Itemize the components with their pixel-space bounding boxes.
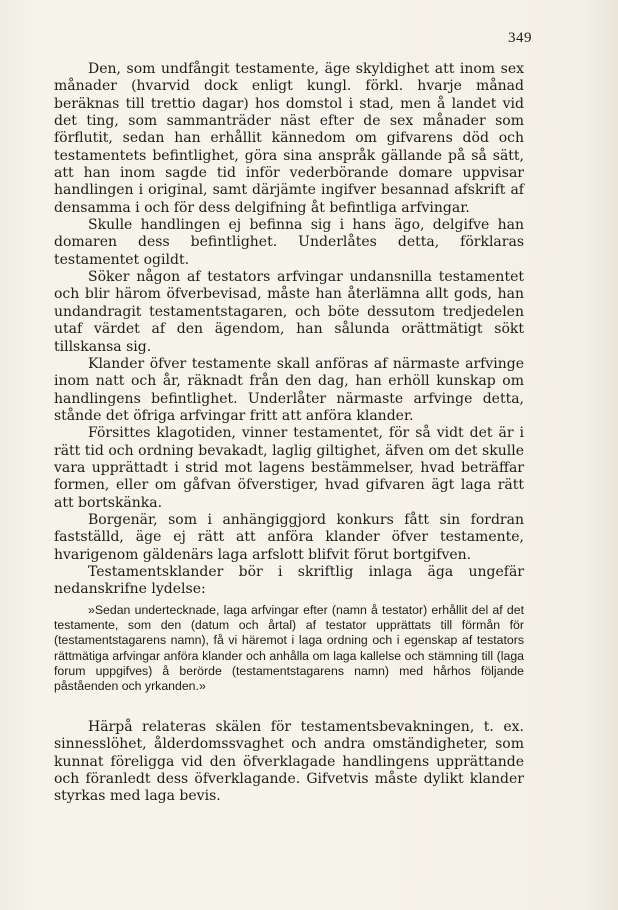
paragraph-not-in-possession: Skulle handlingen ej befinna sig i hans ägo, delgifve han domaren dess befintlighet. Underlåtes detta, förklaras testamentet ogildt. (54, 217, 524, 268)
closing-paragraph: Härpå relateras skälen för testamentsbevakningen, t. ex. sinnesslöhet, ålderdomssvaghet och andra omständigheter, som kunnat föreligga vid den öfverklagade handlingens upprättande och föranledt dess öfverklagande. Gifvetvis måste dylikt klander styrkas med laga bevis. (54, 719, 524, 805)
paragraph-concealment: Söker någon af testators arfvingar undansnilla testamentet och blir härom öfverbevisad, måste han återlämna allt gods, han undandragit testamentstagaren, och böte dessutom tredjedelen utaf värdet af den ägendom, han sålunda orättmätigt sökt tillskansa sig. (54, 269, 524, 355)
paragraph-expired-time: Försittes klagotiden, vinner testamentet, för så vidt det är i rätt tid och ordning bevakadt, laglig giltighet, äfven om det skulle vara upprättadt i strid mot lagens bestämmelser, hvad beträffar formen, eller om gåfvan öfverstiger, hvad gifvaren ägt laga rätt att bortskänka. (54, 425, 524, 511)
paragraph-form-intro: Testamentsklander bör i skriftlig inlaga äga ungefär nedanskrifne lydelse: (54, 563, 524, 598)
page-number: 349 (508, 30, 532, 46)
paragraph-challenge-deadline: Klander öfver testamente skall anföras af närmaste arfvinge inom natt och år, räknadt från den dag, han erhöll kunskap om handlingens befintlighet. Underlåter närmaste arfvinge detta, stånde det öfriga arfvingar fritt att anföra klander. (54, 355, 524, 424)
paragraph-creditor: Borgenär, som i anhängiggjord konkurs fått sin fordran fastställd, äge ej rätt att anföra klander öfver testamente, hvarigenom gäldenärs laga arfslott blifvit förut bortgifven. (54, 511, 524, 563)
sample-complaint-text: »Sedan undertecknade, laga arfvingar efter (namn å testator) erhållit del af det testamente, som den (datum och årtal) af testator upprättats till förmån för (testamentstagarens namn), få vi häremot i laga ordning och i egenskap af testators rättmätiga arfvingar anföra klander och anhålla om laga kallelse och stämning till (laga forum uppgifves) å berörde (testamentstagarens namn) med hårhos följande påståenden och yrkanden.» (54, 603, 524, 694)
paragraph-testament-claim: Den, som undfångit testamente, äge skyldighet att inom sex månader (hvarvid dock enligt kungl. förkl. hvarje månad beräknas till trettio dagar) hos domstol i stad, men å landet vid det ting, som sammanträder näst efter de sex månader som förflutit, sedan han erhållit kännedom om gifvarens död och testamentets befintlighet, göra sina anspråk gällande på så sätt, att han inom sagde tid inför vederbörande domare uppvisar handlingen i original, samt därjämte ingifver besannad afskrift af densamma i och för dess delgifning åt befintliga arfvingar. (54, 61, 524, 216)
main-text (54, 61, 524, 599)
